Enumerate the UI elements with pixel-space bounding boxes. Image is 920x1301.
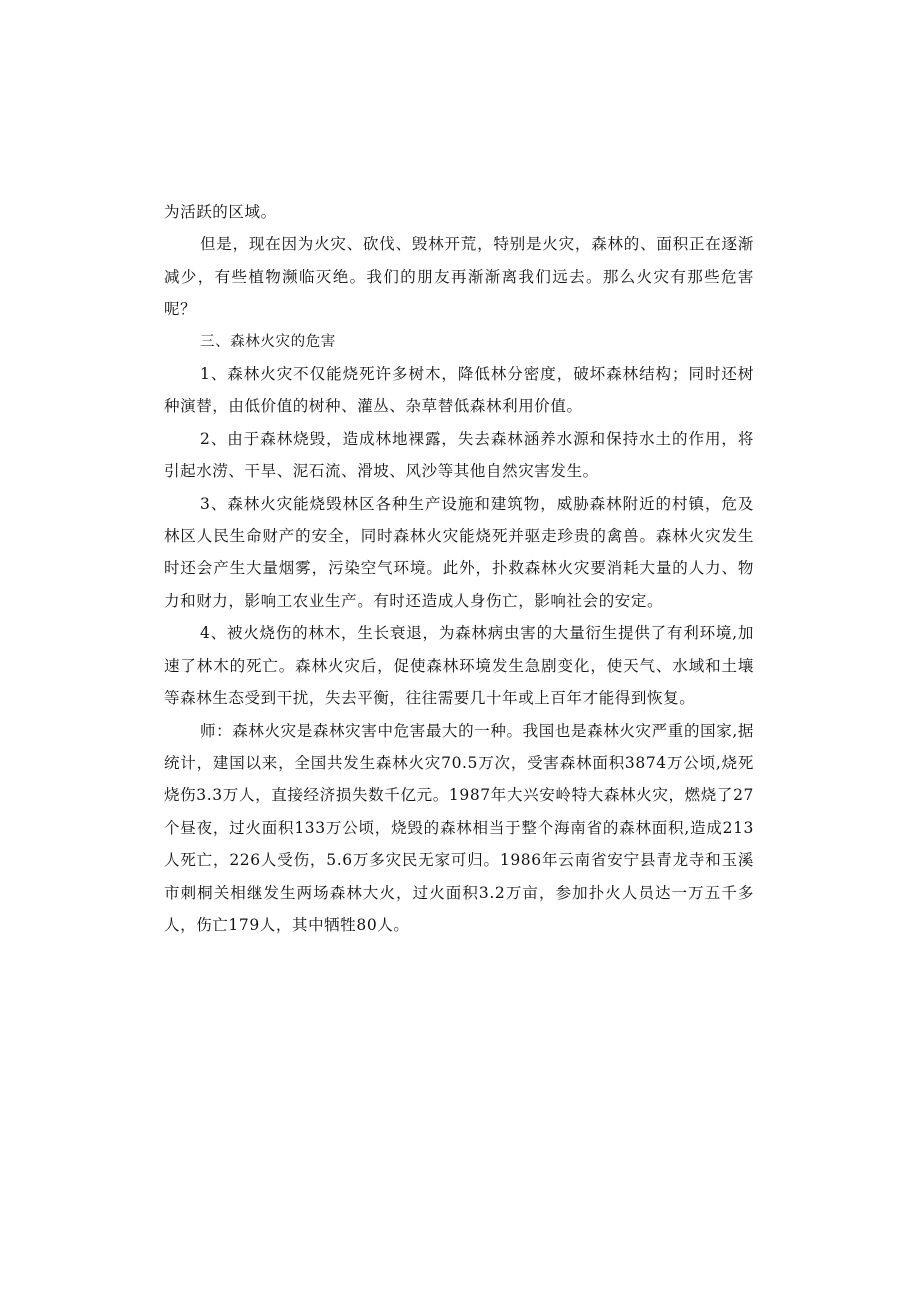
list-item-4: 4、被火烧伤的林木，生长衰退，为森林病虫害的大量衍生提供了有利环境,加速了林木的死亡。森林火灾后，促使森林环境发生急剧变化，使天气、水域和土壤等森林生态受到干扰，失去平衡，往往需要几十年或上百年才能得到恢复。 — [164, 624, 754, 708]
teacher-paragraph: 师：森林火灾是森林灾害中危害最大的一种。我国也是森林火灾严重的国家,据统计，建国以来，全国共发生森林火灾70.5万次，受害森林面积3874万公顷,烧死烧伤3.3万人，直接经济损失数千亿元。1987年大兴安岭特大森林火灾，燃烧了27个昼夜，过火面积133万公顷，烧毁的森林相当于整个海南省的森林面积,造成213人死亡，226人受伤，5.6万多灾民无家可归。1986年云南省安宁县青龙寺和玉溪市刺桐关相继发生两场森林大火，过火面积3.2万亩，参加扑火人员达一万五千多人，伤亡179人，其中牺牲80人。 — [164, 721, 754, 934]
body-text — [164, 196, 754, 941]
paragraph-continuation: 为活跃的区域。 — [164, 203, 277, 221]
list-item-3: 3、森林火灾能烧毁林区各种生产设施和建筑物，威胁森林附近的村镇，危及林区人民生命财产的安全，同时森林火灾能烧死并驱走珍贵的禽兽。森林火灾发生时还会产生大量烟雾，污染空气环境。此外，扑救森林火灾要消耗大量的人力、物力和财力，影响工农业生产。有时还造成人身伤亡，影响社会的安定。 — [164, 494, 754, 610]
list-item-2: 2、由于森林烧毁，造成林地裸露，失去森林涵养水源和保持水土的作用，将引起水涝、干旱、泥石流、滑坡、风沙等其他自然灾害发生。 — [164, 429, 754, 481]
section-heading: 三、森林火灾的危害 — [200, 333, 336, 350]
list-item-1: 1、森林火灾不仅能烧死许多树木，降低林分密度，破坏森林结构；同时还树种演替，由低价值的树种、灌丛、杂草替低森林利用价值。 — [164, 365, 754, 416]
paragraph-intro: 但是，现在因为火灾、砍伐、毁林开荒，特别是火灾，森林的、面积正在逐渐减少，有些植物濒临灭绝。我们的朋友再渐渐离我们远去。那么火灾有那些危害呢？ — [164, 235, 754, 319]
